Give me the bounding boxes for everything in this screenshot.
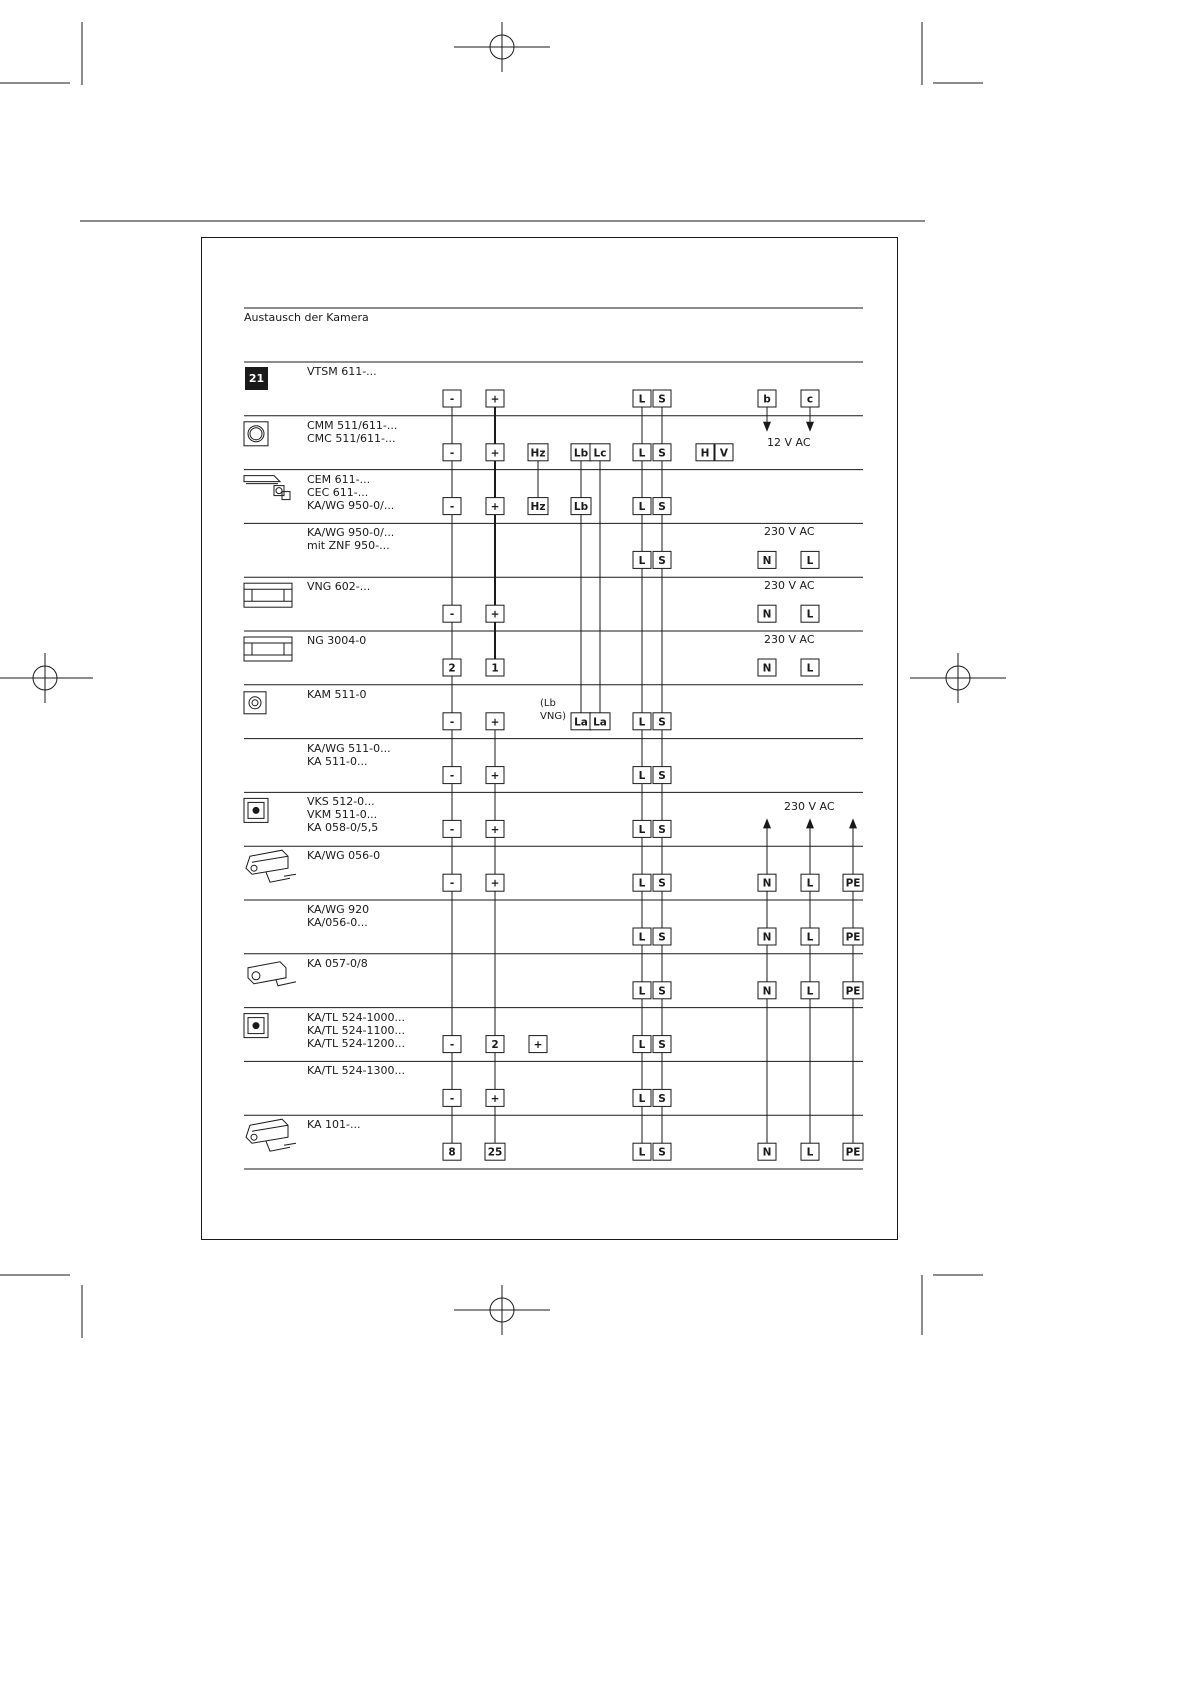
lb-vng-note: VNG) — [540, 710, 566, 722]
terminal-label: + — [533, 1039, 543, 1052]
registration-mark — [910, 653, 1006, 703]
device-name: KA/WG 950-0/... — [307, 526, 395, 540]
terminal-label: 2 — [491, 1039, 499, 1052]
terminal-label: b — [763, 393, 771, 406]
terminal-label: N — [762, 662, 772, 675]
terminal-label: PE — [845, 1146, 861, 1159]
terminal-label: S — [658, 823, 666, 836]
terminal-label: + — [490, 877, 500, 890]
terminal-label: S — [658, 1039, 666, 1052]
voltage-230v: 230 V AC — [764, 633, 815, 646]
terminal-label: Lc — [593, 447, 607, 460]
device-label — [307, 473, 394, 512]
terminal-label: N — [762, 877, 772, 890]
device-label — [307, 903, 369, 929]
device-name: KA 511-0... — [307, 754, 368, 768]
terminal-label: + — [490, 447, 500, 460]
device-name: CMM 511/611-... — [307, 418, 398, 432]
terminal-label: Lb — [573, 501, 589, 514]
terminal-label: S — [658, 931, 666, 944]
terminal-label: - — [449, 608, 455, 621]
device-name: VKM 511-0... — [307, 808, 378, 822]
terminal-label: + — [490, 501, 500, 514]
device-name: KA/056-0... — [307, 916, 368, 929]
terminal-label: PE — [845, 931, 861, 944]
terminal-label: c — [806, 393, 814, 406]
device-label — [307, 849, 380, 862]
terminal-label: - — [449, 877, 455, 890]
terminal-label: S — [658, 1146, 666, 1159]
terminal-label: - — [449, 1039, 455, 1052]
terminal-label: 25 — [487, 1146, 503, 1159]
terminal-label: PE — [845, 985, 861, 998]
terminal-label: + — [490, 716, 500, 729]
voltage-12v: 12 V AC — [767, 435, 811, 449]
terminal-label: L — [806, 662, 814, 675]
device-label — [307, 795, 378, 834]
terminal-label: - — [449, 501, 455, 514]
page-number-badge: 21 — [245, 367, 268, 390]
terminal-label: - — [449, 393, 455, 406]
device-name: KA 101-... — [307, 1118, 361, 1132]
voltage-230v: 230 V AC — [764, 579, 815, 593]
terminal-label: N — [762, 608, 772, 621]
terminal-label: La — [574, 716, 588, 729]
device-name: KAM 511-0 — [307, 687, 367, 701]
terminal-label: L — [806, 1146, 814, 1159]
terminal-label: L — [638, 1092, 646, 1105]
terminal-label: S — [658, 770, 666, 783]
terminal-label: L — [638, 877, 646, 890]
terminal-label: L — [806, 554, 814, 567]
device-name: KA/WG 056-0 — [307, 849, 381, 863]
terminal-label: + — [490, 393, 500, 406]
registration-mark — [454, 22, 550, 72]
terminal-label: L — [638, 716, 646, 729]
device-name: KA/TL 524-1200... — [307, 1036, 406, 1050]
device-name: CEM 611-... — [307, 472, 371, 486]
terminal-label: Hz — [530, 447, 546, 460]
device-name: KA 058-0/5,5 — [307, 821, 379, 835]
device-label — [307, 580, 370, 593]
terminal-label: - — [449, 716, 455, 729]
terminal-label: - — [449, 823, 455, 836]
terminal-label: + — [490, 770, 500, 783]
terminal-label: La — [593, 716, 607, 729]
terminal-label: L — [638, 501, 646, 514]
terminal-label: - — [449, 447, 455, 460]
device-name: KA/WG 920 — [307, 903, 370, 916]
terminal-label: N — [762, 1146, 772, 1159]
terminal-label: - — [449, 770, 455, 783]
terminal-label: L — [638, 770, 646, 783]
terminal-label: Hz — [530, 501, 546, 514]
device-name: KA/WG 511-0... — [307, 741, 391, 755]
device-label — [307, 419, 397, 445]
device-label — [307, 957, 368, 970]
device-name: VNG 602-... — [307, 580, 371, 594]
terminal-label: L — [806, 931, 814, 944]
lb-vng-note: (Lb — [540, 697, 556, 709]
terminal-label: + — [490, 608, 500, 621]
voltage-230v: 230 V AC — [784, 800, 835, 814]
device-name: NG 3004-0 — [307, 634, 367, 647]
terminal-label: L — [638, 554, 646, 567]
device-name: KA 057-0/8 — [307, 956, 368, 970]
device-label — [307, 1118, 361, 1131]
device-name: KA/WG 950-0/... — [307, 498, 395, 512]
terminal-label: L — [638, 447, 646, 460]
voltage-230v: 230 V AC — [764, 525, 815, 539]
terminal-label: H — [700, 447, 710, 460]
terminal-label: S — [658, 716, 666, 729]
terminal-label: L — [638, 985, 646, 998]
terminal-label: 2 — [448, 662, 456, 675]
terminal-label: L — [638, 931, 646, 944]
terminal-label: L — [638, 823, 646, 836]
terminal-label: L — [638, 393, 646, 406]
device-name: VTSM 611-... — [307, 365, 377, 378]
terminal-label: L — [638, 1146, 646, 1159]
terminal-label: L — [806, 877, 814, 890]
device-name: KA/TL 524-1300... — [307, 1064, 406, 1078]
device-label — [307, 1064, 405, 1077]
terminal-label: N — [762, 931, 772, 944]
device-label — [307, 634, 366, 647]
terminal-label: L — [806, 608, 814, 621]
device-label — [307, 1011, 405, 1050]
device-name: CEC 611-... — [307, 485, 369, 499]
page-title: Austausch der Kamera — [244, 311, 369, 324]
terminal-label: S — [658, 447, 666, 460]
terminal-label: + — [490, 1092, 500, 1105]
terminal-label: + — [490, 823, 500, 836]
terminal-label: S — [658, 554, 666, 567]
registration-mark — [454, 1285, 550, 1335]
device-name: mit ZNF 950-... — [307, 539, 390, 553]
terminal-label: S — [658, 1092, 666, 1105]
terminal-label: N — [762, 985, 772, 998]
registration-mark — [0, 653, 93, 703]
terminal-label: PE — [845, 877, 861, 890]
terminal-label: 8 — [448, 1146, 456, 1159]
terminal-label: - — [449, 1092, 455, 1105]
device-label — [307, 742, 391, 768]
terminal-label: L — [806, 985, 814, 998]
terminal-label: S — [658, 501, 666, 514]
terminal-label: V — [719, 447, 729, 460]
device-label — [307, 688, 367, 701]
diagram-frame — [201, 237, 898, 1240]
terminal-label: N — [762, 554, 772, 567]
terminal-label: S — [658, 877, 666, 890]
device-label — [307, 526, 394, 552]
device-name: VKS 512-0... — [307, 795, 375, 809]
terminal-label: 1 — [491, 662, 499, 675]
terminal-label: S — [658, 985, 666, 998]
device-name: KA/TL 524-1000... — [307, 1010, 406, 1024]
device-name: KA/TL 524-1100... — [307, 1023, 406, 1037]
device-name: CMC 511/611-... — [307, 431, 396, 445]
terminal-label: S — [658, 393, 666, 406]
device-label — [307, 365, 377, 378]
terminal-label: L — [638, 1039, 646, 1052]
terminal-label: Lb — [573, 447, 589, 460]
